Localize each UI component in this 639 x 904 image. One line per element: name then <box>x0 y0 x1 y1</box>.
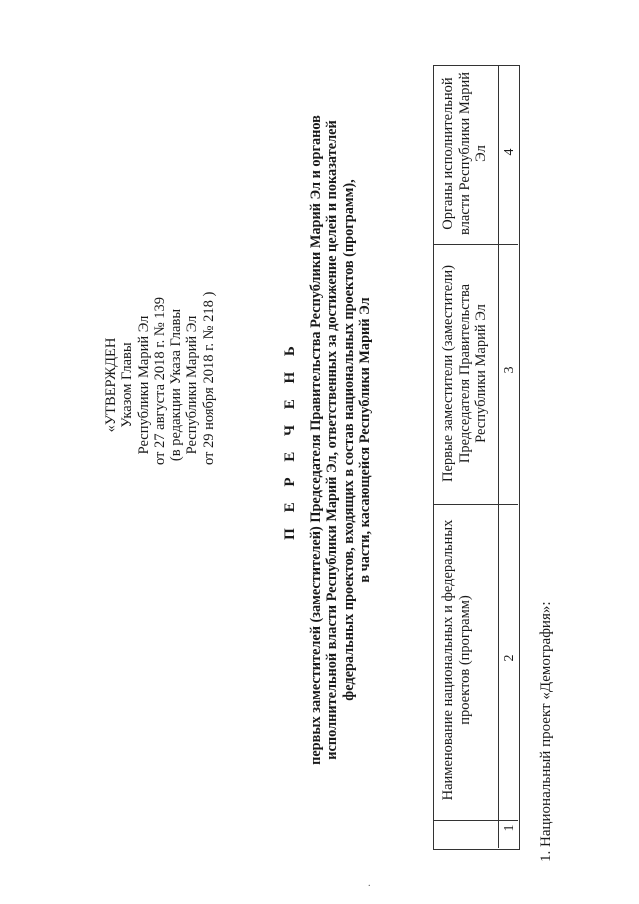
table-number-cell <box>502 648 518 668</box>
column-number: 2 <box>502 654 517 662</box>
approval-line: Республики Марий Эл <box>135 315 152 455</box>
table-number-cell <box>502 142 518 162</box>
table-number-cell <box>502 360 518 380</box>
project-item <box>538 601 555 862</box>
table-header-cell <box>440 71 500 236</box>
title-line: исполнительной власти Республики Марий Эл, ответственных за достижение целей и показателей <box>324 120 341 760</box>
approval-line: Указом Главы <box>119 342 136 428</box>
document-title-block <box>272 60 374 820</box>
header-deputies: Первые заместители (заместители) Председателя Правительства Республики Марий Эл <box>440 265 489 482</box>
approval-line: «УТВЕРЖДЕН <box>103 337 119 433</box>
column-number: 1 <box>502 824 517 832</box>
approval-line: (в редакции Указа Главы <box>168 308 185 462</box>
approval-line: Республики Марий Эл <box>184 315 201 455</box>
header-authorities: Органы исполнительной власти Республики Марий Эл <box>440 72 489 235</box>
title-line: в части, касающейся Республики Марий Эл <box>357 297 374 583</box>
approval-block <box>103 291 283 465</box>
table-header-cell <box>440 251 500 496</box>
approval-line: от 27 августа 2018 г. № 139 <box>151 296 168 465</box>
title-line: первых заместителей (заместителей) Председателя Правительства Республики Марий Эл и органов <box>308 115 324 765</box>
table-col-divider <box>433 504 518 505</box>
header-projects: Наименование национальных и федеральных проектов (программ) <box>440 519 473 801</box>
table-header-cell <box>440 510 500 810</box>
title-line: федеральных проектов, входящих в состав национальных проектов (программ), <box>340 179 357 701</box>
approval-line: от 29 ноября 2018 г. № 218 ) <box>200 291 217 465</box>
scan-mark: . <box>368 878 371 889</box>
table-number-cell <box>502 818 518 838</box>
column-number: 3 <box>502 366 517 374</box>
table-col-divider <box>433 244 518 245</box>
column-number: 4 <box>502 148 517 156</box>
document-title: П Е Р Е Ч Е Н Ь <box>282 340 298 540</box>
project-item-text: 1. Национальный проект «Демография»: <box>538 601 554 862</box>
